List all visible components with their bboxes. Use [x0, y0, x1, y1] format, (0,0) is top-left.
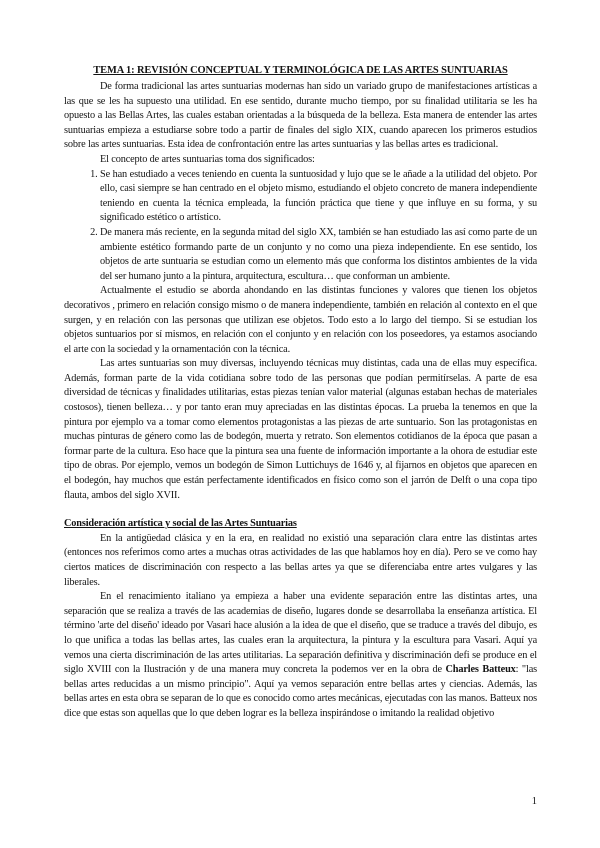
- renaissance-text-end: : "las bellas artes reducidas a un mismo principio". Aquí ya vemos separación entre bellas artes y ciencias. Además, las bellas artes en esta obra se separan de lo que es conocido como artes mecánicas, ejecutadas con las manos. Batteux nos dice que estas son aquellas que lo que deben lograr es la belleza inspirándose o imitando la realidad objetivo: [64, 664, 537, 719]
- intro-paragraph-2: El concepto de artes suntuarias toma dos significados:: [100, 153, 315, 165]
- batteux-name: Charles Batteux: [445, 664, 516, 676]
- study-paragraph: Actualmente el estudio se aborda ahondando en las distintas funciones y valores que tienen los objetos decorativos , primero en relación consigo mismo o de manera independiente, también en relación al contexto en el que surgen, y en relación con las personas que utilizan ese objetos. Todo esto a lo largo del tiempo. Si se estudian los objetos suntuarios por sí mismos, en relación con el conjunto y en relación con los poseedores, ya estamos asociando el arte con la sociedad y la ornamentación con la técnica.: [64, 285, 537, 355]
- renaissance-text-start: En el renacimiento italiano ya empieza a haber una evidente separación entre las distintas artes, una separación que se realiza a través de las academias de diseño, lugares donde se desarrollaba la enseñanza artística. El término 'arte del diseño' ideado por Vasari hace alusión a la idea de que el diseño, que se traduce a través del dibujo, es lo que unifica a todas las bellas artes, las cuales eran la arquitectura, la pintura y la escultura para Vasari. Aquí ya vemos una cierta discriminación de las artes utilitarias. La separación definitiva y discriminación defi se produce en el siglo XVIII con la Ilustración y de una manera muy concreta la podemos ver en la obra de: [64, 591, 537, 676]
- meaning-item-1: 1. Se han estudiado a veces teniendo en cuenta la suntuosidad y lujo que se le añade a la utilidad del objeto. Por ello, casi siempre se han centrado en el objeto mismo, estudiando el objeto concreto de manera independiente teniendo en cuenta la técnica empleada, la función práctica que tiene y que influye en su forma, y su significado estético o artístico.: [100, 168, 537, 226]
- meaning-item-2: 2. De manera más reciente, en la segunda mitad del siglo XX, también se han estudiado las así como parte de un ambiente estético formando parte de un conjunto y no como una pieza independiente. En ese sentido, los objetos de arte suntuaria se estudian como un elemento más que conforma los distintos ambientes de la vida del ser humano junto a la pintura, arquitectura, escultura… que conforman un ambiente.: [100, 226, 537, 284]
- intro-paragraph-1: De forma tradicional las artes suntuarias modernas han sido un variado grupo de manifestaciones artísticas a las que se les ha supuesto una utilidad. En ese sentido, durante mucho tiempo, por su finalidad utilitaria se les ha opuesto a las Bellas Artes, las cuales estaban orientadas a la búsqueda de la belleza. Esta manera de entender las artes suntuarias empieza a estudiarse sobre todo a partir de finales del siglo XIX, cuando aparecen los primeros estudios sobre las artes suntuarias. Esta idea de confrontación entre las artes suntuarias y las bellas artes es tradicional.: [64, 81, 537, 151]
- document-title: TEMA 1: REVISIÓN CONCEPTUAL Y TERMINOLÓGICA DE LAS ARTES SUNTUARIAS: [93, 65, 508, 76]
- antiquity-paragraph: En la antigüedad clásica y en la era, en realidad no existió una separación clara entre las distintas artes (entonces nos referimos como artes a muchas otras actividades de las que hablamos hoy en día). Pero se ve como hay ciertos matices de discriminación con respecto a las bellas artes ya que se diferenciaba entre artes vulgares y las liberales.: [64, 532, 537, 588]
- diversity-paragraph: Las artes suntuarias son muy diversas, incluyendo técnicas muy distintas, cada una de ellas muy específica. Además, forman parte de la vida cotidiana sobre todo de las personas que podían permitírselas. A parte de esa diversidad de técnicas y finalidades utilitarias, estas piezas tenían valor material (algunas estaban hechas de materiales costosos), tienen belleza… y por tanto eran muy apreciadas en las distintas épocas. La prueba la tenemos en que la pintura por ejemplo va a tomar como elementos protagonistas a las piezas de arte suntuario. Son las protagonistas en muchas pinturas de género como las de bodegón, muerta y retrato. Son elementos cotidianos de la época que pasan a formar parte de la cultura. Eso hace que la pintura sea una fuente de información importante a la ohora de estudiar este tipo de obras. Por ejemplo, vemos un bodegón de Simon Luttichuys de 1646 y, al fijarnos en objetos que aparecen en el bodegón, hay muchos que están perfectamente identificados en físico como son el jarrón de Delft o una copa tipo flauta, ambos del siglo XVII.: [64, 358, 537, 501]
- renaissance-paragraph: [64, 590, 537, 721]
- section-heading: Consideración artística y social de las Artes Suntuarias: [64, 518, 297, 530]
- meanings-list: [64, 168, 537, 285]
- page-number: 1: [531, 796, 537, 807]
